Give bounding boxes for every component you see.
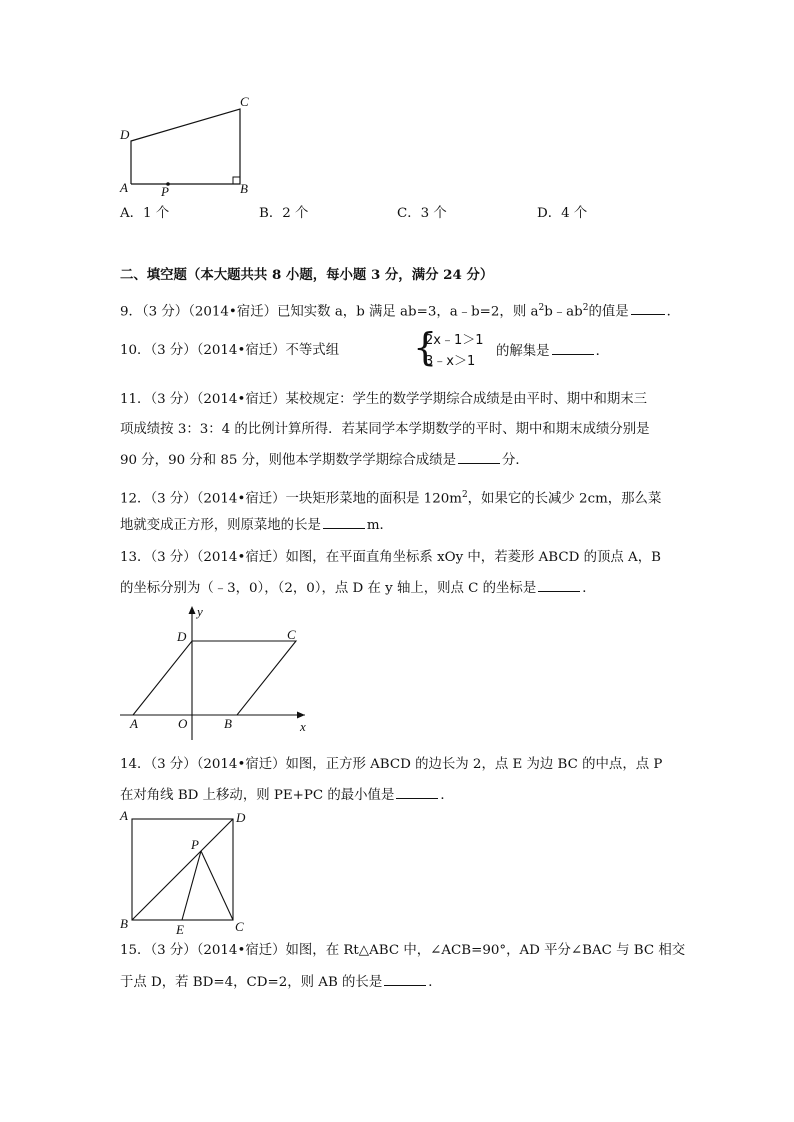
label-e: E: [176, 922, 184, 937]
inequality-system: 2x﹣1＞1 3﹣x＞1: [425, 333, 484, 369]
label-c: C: [287, 627, 296, 642]
label-d: D: [120, 127, 130, 142]
question-12-line-2: 地就变成正方形，则原菜地的长是 m．: [120, 515, 393, 536]
label-a: A: [130, 716, 138, 731]
question-10-tail: 的解集是 ．: [496, 341, 609, 362]
option-d: D．4 个: [537, 206, 588, 221]
label-d: D: [177, 629, 187, 644]
section-title: 二、填空题（本大题共共 8 小题，每小题 3 分，满分 24 分）: [120, 267, 494, 283]
option-c: C．3 个: [397, 206, 447, 221]
answer-blank[interactable]: [384, 972, 426, 986]
label-b: B: [240, 181, 248, 196]
label-p: P: [191, 837, 199, 852]
question-15-line-2: 于点 D，若 BD=4，CD=2，则 AB 的长是 ．: [120, 972, 442, 993]
label-d: D: [236, 810, 246, 825]
label-c: C: [240, 94, 249, 109]
question-12-line-1: 12．（3 分）（2014•宿迁）一块矩形菜地的面积是 $120m^2$，如果它的长减少 2cm，那么菜: [120, 490, 662, 507]
label-o: O: [178, 716, 188, 731]
question-11-line-1: 11．（3 分）（2014•宿迁）某校规定：学生的数学学期综合成绩是由平时、期中和期末三: [120, 392, 648, 407]
question-11-line-3: 90 分，90 分和 85 分，则他本学期数学学期综合成绩是 分．: [120, 450, 529, 471]
question-10: 10．（3 分）（2014•宿迁）不等式组: [120, 343, 340, 358]
option-a: A．1 个: [120, 206, 170, 221]
label-a: A: [120, 180, 128, 195]
label-c: C: [235, 919, 244, 934]
label-p: P: [161, 184, 169, 199]
question-9: 9．（3 分）（2014•宿迁）已知实数 a，b 满足 ab=3，a﹣b=2，则 $a^2b﹣ab^2$的值是 ．: [120, 303, 681, 320]
label-b: B: [224, 716, 232, 731]
label-x: x: [300, 719, 306, 734]
question-14-line-1: 14．（3 分）（2014•宿迁）如图，正方形 ABCD 的边长为 2，点 E 为边 BC 的中点，点 P: [120, 757, 663, 772]
question-15-line-1: 15．（3 分）（2014•宿迁）如图，在 Rt△ABC 中，∠ACB=90°，AD 平分∠BAC 与 BC 相交: [120, 943, 686, 958]
question-11-line-2: 项成绩按 3：3：4 的比例计算所得．若某同学本学期数学的平时、期中和期末成绩分别是: [120, 422, 650, 437]
label-a: A: [120, 808, 128, 823]
question-13-line-2: 的坐标分别为（﹣3，0），（2，0），点 D 在 y 轴上，则点 C 的坐标是 ．: [120, 578, 596, 599]
label-b: B: [120, 916, 128, 931]
question-13-line-1: 13．（3 分）（2014•宿迁）如图，在平面直角坐标系 xOy 中，若菱形 ABCD 的顶点 A，B: [120, 550, 661, 565]
question-14-line-2: 在对角线 BD 上移动，则 PE+PC 的最小值是 ．: [120, 785, 454, 806]
label-y: y: [197, 604, 203, 619]
system-brace: {: [413, 325, 438, 369]
option-b: B．2 个: [259, 206, 309, 221]
